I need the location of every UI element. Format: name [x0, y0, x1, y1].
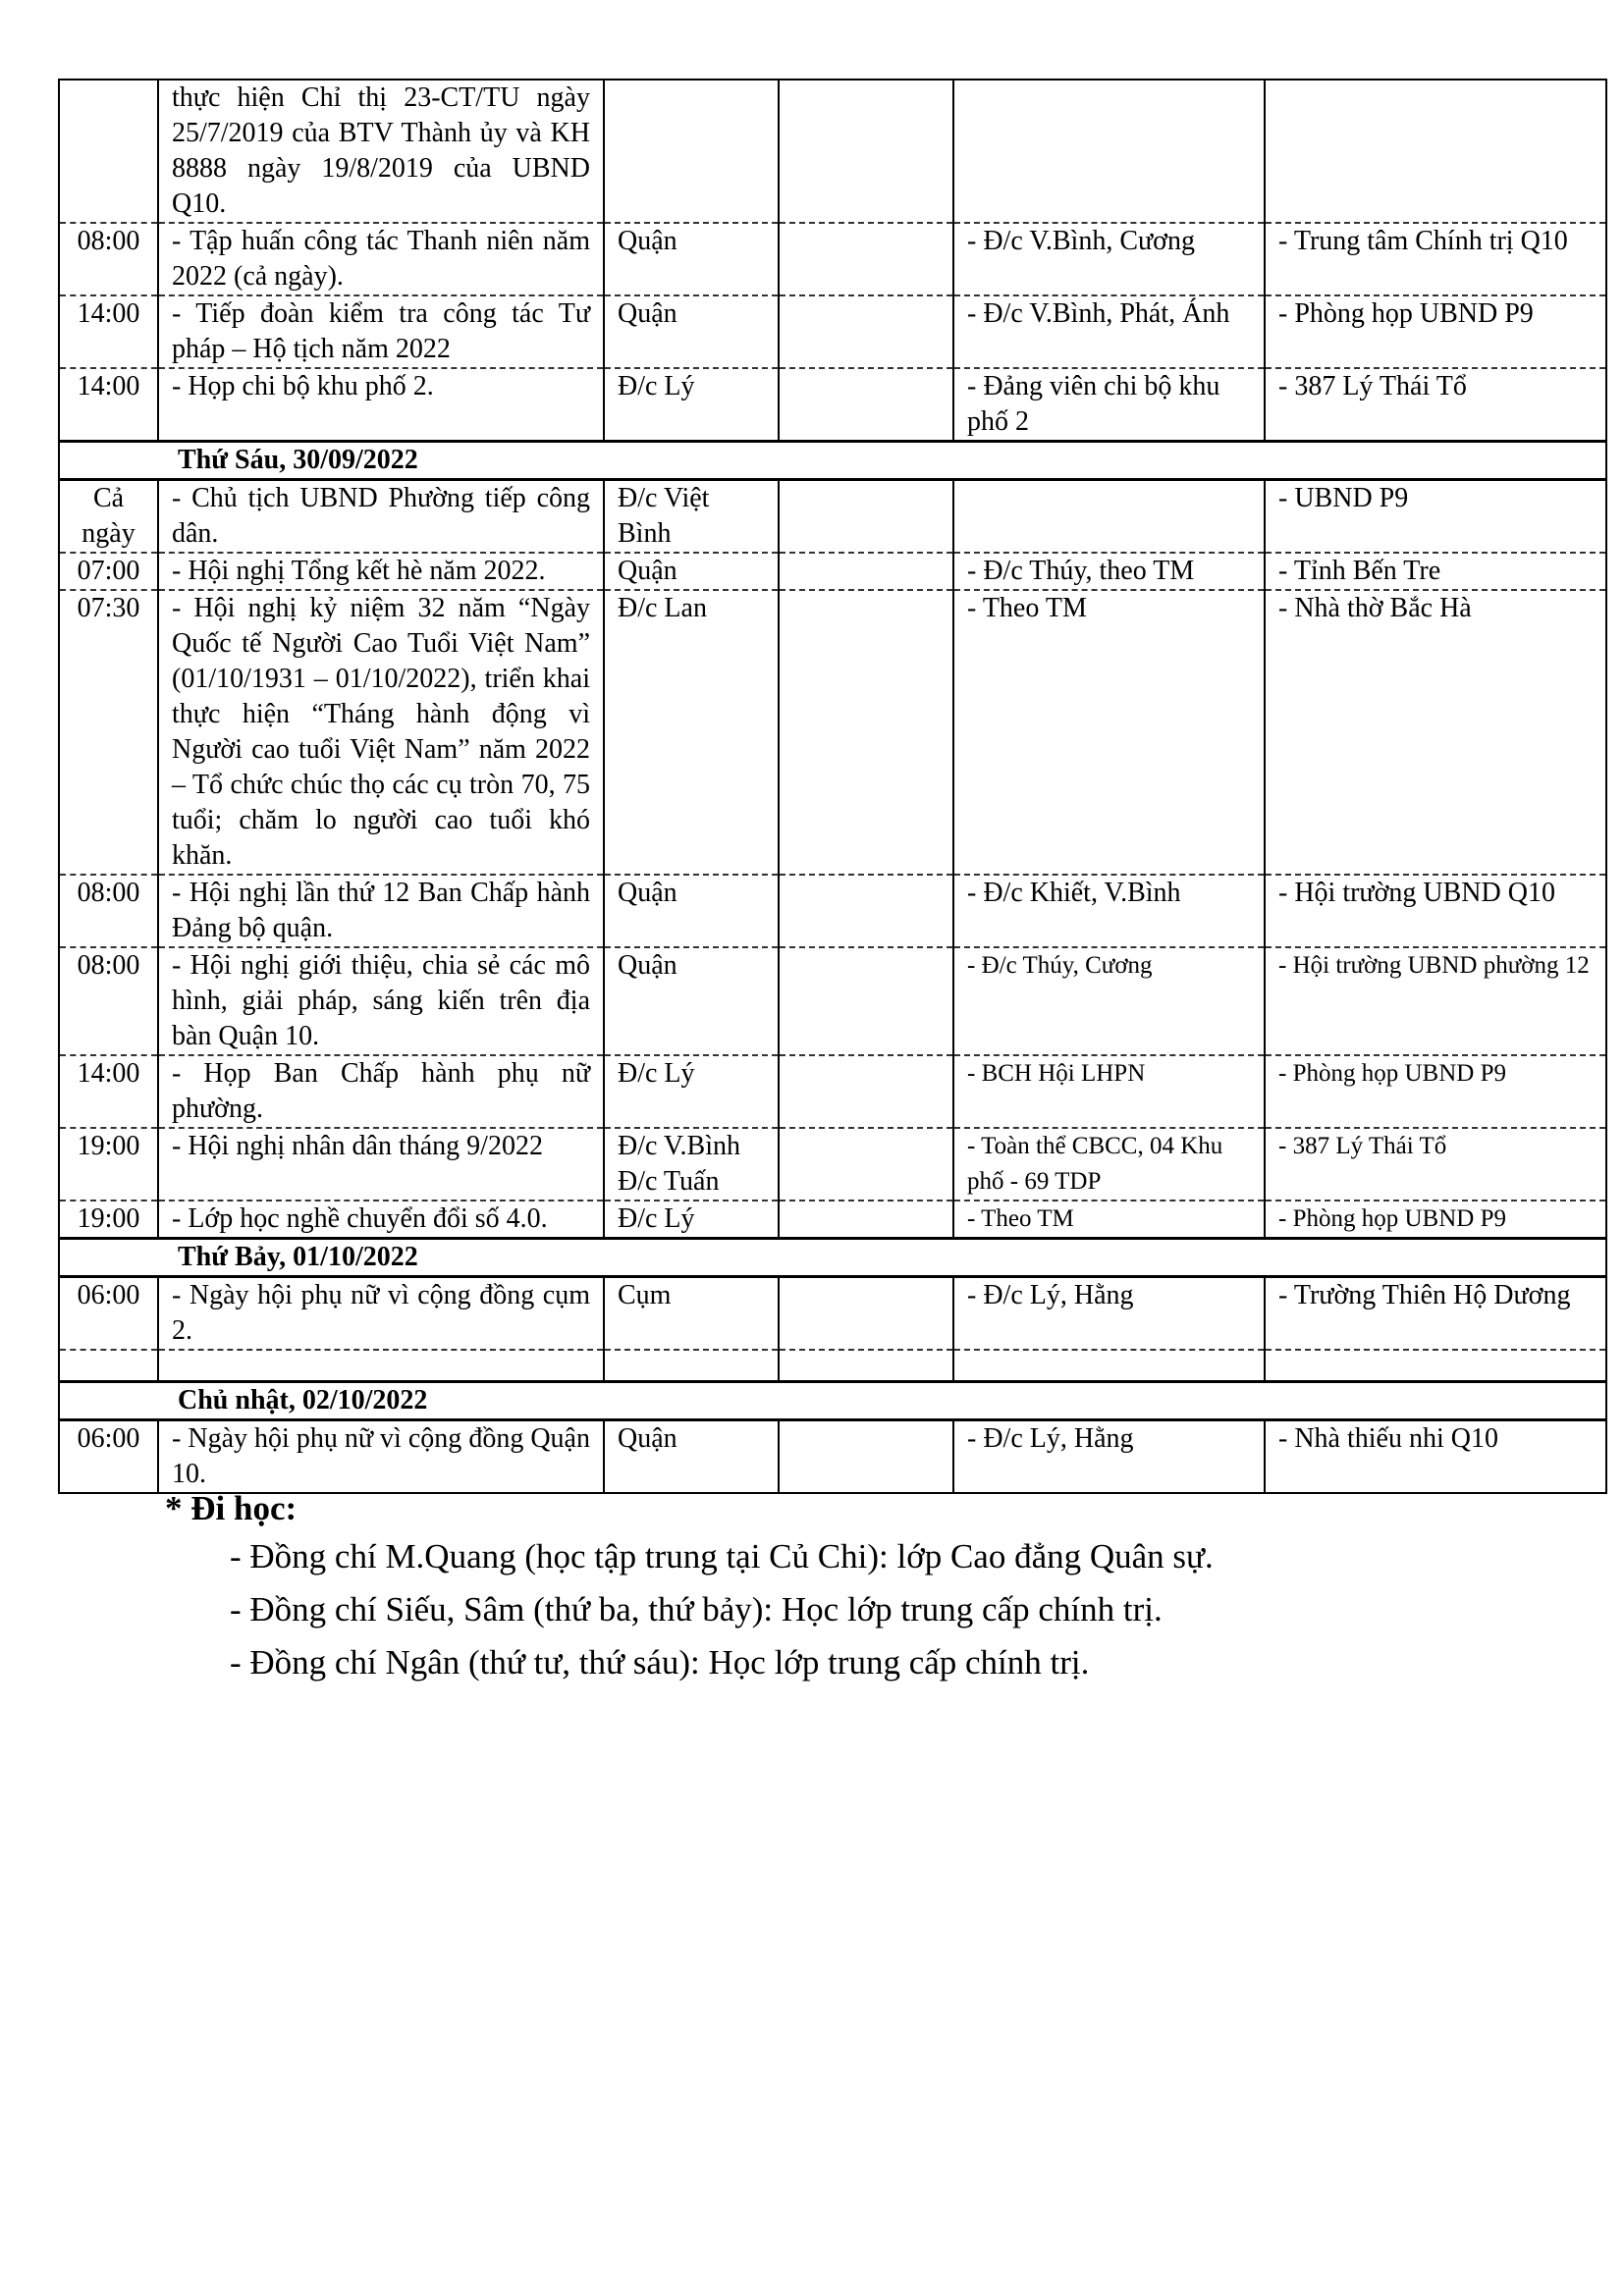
day-header-row — [59, 442, 1606, 480]
lead-cell: Đ/c Lý — [604, 1055, 779, 1128]
activity-cell: - Ngày hội phụ nữ vì cộng đồng Quận 10. — [158, 1420, 604, 1494]
lead-cell: Quận — [604, 295, 779, 368]
lead-cell: Đ/c Lý — [604, 1201, 779, 1239]
participants-cell — [953, 480, 1265, 554]
location-cell: - Tỉnh Bến Tre — [1265, 553, 1606, 590]
schedule-row — [59, 368, 1606, 442]
time-cell: 08:00 — [59, 875, 158, 947]
extra-cell — [779, 590, 953, 875]
extra-cell — [779, 223, 953, 295]
time-cell: 08:00 — [59, 223, 158, 295]
time-cell — [59, 1350, 158, 1382]
time-cell: 19:00 — [59, 1128, 158, 1201]
extra-cell — [779, 80, 953, 223]
extra-cell — [779, 553, 953, 590]
time-cell: 06:00 — [59, 1277, 158, 1351]
schedule-row — [59, 1277, 1606, 1351]
schedule-row — [59, 1128, 1606, 1201]
participants-cell: - Đ/c Lý, Hằng — [953, 1277, 1265, 1351]
participants-cell: - Theo TM — [953, 1201, 1265, 1239]
lead-cell: Đ/c Việt Bình — [604, 480, 779, 554]
time-cell — [59, 80, 158, 223]
lead-cell: Quận — [604, 875, 779, 947]
activity-cell: - Họp Ban Chấp hành phụ nữ phường. — [158, 1055, 604, 1128]
location-cell: - 387 Lý Thái Tổ — [1265, 368, 1606, 442]
schedule-table — [58, 79, 1607, 1494]
study-notes — [165, 1487, 1214, 1689]
activity-cell: - Tiếp đoàn kiểm tra công tác Tư pháp – Hộ tịch năm 2022 — [158, 295, 604, 368]
location-cell: - 387 Lý Thái Tổ — [1265, 1128, 1606, 1201]
participants-cell: - Đ/c Khiết, V.Bình — [953, 875, 1265, 947]
study-note-item: - Đồng chí Siếu, Sâm (thứ ba, thứ bảy): Học lớp trung cấp chính trị. — [230, 1590, 1163, 1629]
participants-cell: - Đảng viên chi bộ khu phố 2 — [953, 368, 1265, 442]
participants-cell: - Đ/c Lý, Hằng — [953, 1420, 1265, 1494]
study-note-item: - Đồng chí M.Quang (học tập trung tại Củ Chi): lớp Cao đẳng Quân sự. — [230, 1537, 1214, 1575]
participants-cell — [953, 1350, 1265, 1382]
extra-cell — [779, 368, 953, 442]
activity-cell: - Chủ tịch UBND Phường tiếp công dân. — [158, 480, 604, 554]
time-cell: Cả ngày — [59, 480, 158, 554]
extra-cell — [779, 1201, 953, 1239]
participants-cell: - BCH Hội LHPN — [953, 1055, 1265, 1128]
location-cell: - Phòng họp UBND P9 — [1265, 1055, 1606, 1128]
activity-cell: - Họp chi bộ khu phố 2. — [158, 368, 604, 442]
schedule-row — [59, 947, 1606, 1055]
lead-cell: Cụm — [604, 1277, 779, 1351]
schedule-row — [59, 875, 1606, 947]
activity-cell: - Lớp học nghề chuyển đổi số 4.0. — [158, 1201, 604, 1239]
location-cell: - Phòng họp UBND P9 — [1265, 1201, 1606, 1239]
participants-cell — [953, 80, 1265, 223]
day-header-row — [59, 1239, 1606, 1277]
extra-cell — [779, 1055, 953, 1128]
lead-cell: Quận — [604, 1420, 779, 1494]
extra-cell — [779, 1128, 953, 1201]
location-cell: - Nhà thờ Bắc Hà — [1265, 590, 1606, 875]
day-header-row — [59, 1382, 1606, 1420]
day-header: Thứ Sáu, 30/09/2022 — [59, 442, 1606, 480]
activity-cell: - Hội nghị lần thứ 12 Ban Chấp hành Đảng bộ quận. — [158, 875, 604, 947]
extra-cell — [779, 875, 953, 947]
schedule-row — [59, 223, 1606, 295]
lead-cell: Quận — [604, 223, 779, 295]
location-cell: - Trung tâm Chính trị Q10 — [1265, 223, 1606, 295]
schedule-row — [59, 1055, 1606, 1128]
extra-cell — [779, 1420, 953, 1494]
extra-cell — [779, 947, 953, 1055]
time-cell: 14:00 — [59, 368, 158, 442]
extra-cell — [779, 1350, 953, 1382]
activity-cell: thực hiện Chỉ thị 23-CT/TU ngày 25/7/2019 của BTV Thành ủy và KH 8888 ngày 19/8/2019 của UBND Q10. — [158, 80, 604, 223]
time-cell: 07:30 — [59, 590, 158, 875]
time-cell: 19:00 — [59, 1201, 158, 1239]
schedule-row — [59, 1350, 1606, 1382]
participants-cell: - Đ/c Thúy, Cương — [953, 947, 1265, 1055]
schedule-row — [59, 590, 1606, 875]
day-header: Thứ Bảy, 01/10/2022 — [59, 1239, 1606, 1277]
location-cell: - Nhà thiếu nhi Q10 — [1265, 1420, 1606, 1494]
location-cell — [1265, 80, 1606, 223]
activity-cell: - Tập huấn công tác Thanh niên năm 2022 (cả ngày). — [158, 223, 604, 295]
activity-cell: - Hội nghị nhân dân tháng 9/2022 — [158, 1128, 604, 1201]
schedule-row — [59, 480, 1606, 554]
extra-cell — [779, 480, 953, 554]
activity-cell: - Ngày hội phụ nữ vì cộng đồng cụm 2. — [158, 1277, 604, 1351]
activity-cell — [158, 1350, 604, 1382]
lead-cell: Quận — [604, 553, 779, 590]
schedule-row — [59, 553, 1606, 590]
participants-cell: - Đ/c V.Bình, Phát, Ánh — [953, 295, 1265, 368]
schedule-row — [59, 295, 1606, 368]
schedule-row — [59, 1420, 1606, 1494]
schedule-row — [59, 1201, 1606, 1239]
lead-cell: Đ/c Lý — [604, 368, 779, 442]
day-header: Chủ nhật, 02/10/2022 — [59, 1382, 1606, 1420]
study-note-item: - Đồng chí Ngân (thứ tư, thứ sáu): Học lớp trung cấp chính trị. — [230, 1643, 1090, 1682]
lead-cell — [604, 80, 779, 223]
time-cell: 07:00 — [59, 553, 158, 590]
location-cell: - Hội trường UBND Q10 — [1265, 875, 1606, 947]
extra-cell — [779, 1277, 953, 1351]
activity-cell: - Hội nghị giới thiệu, chia sẻ các mô hình, giải pháp, sáng kiến trên địa bàn Quận 10. — [158, 947, 604, 1055]
lead-cell — [604, 1350, 779, 1382]
participants-cell: - Theo TM — [953, 590, 1265, 875]
location-cell — [1265, 1350, 1606, 1382]
location-cell: - Hội trường UBND phường 12 — [1265, 947, 1606, 1055]
lead-cell: Đ/c V.Bình Đ/c Tuấn — [604, 1128, 779, 1201]
participants-cell: - Toàn thể CBCC, 04 Khu phố - 69 TDP — [953, 1128, 1265, 1201]
activity-cell: - Hội nghị kỷ niệm 32 năm “Ngày Quốc tế Người Cao Tuổi Việt Nam” (01/10/1931 – 01/10/2022), triển khai thực hiện “Tháng hành động vì Người cao tuổi Việt Nam” năm 2022 – Tổ chức chúc thọ các cụ tròn 70, 75 tuổi; chăm lo người cao tuổi khó khăn. — [158, 590, 604, 875]
lead-cell: Đ/c Lan — [604, 590, 779, 875]
location-cell: - Trường Thiên Hộ Dương — [1265, 1277, 1606, 1351]
activity-cell: - Hội nghị Tổng kết hè năm 2022. — [158, 553, 604, 590]
location-cell: - Phòng họp UBND P9 — [1265, 295, 1606, 368]
schedule-body — [59, 80, 1606, 1493]
time-cell: 08:00 — [59, 947, 158, 1055]
participants-cell: - Đ/c V.Bình, Cương — [953, 223, 1265, 295]
extra-cell — [779, 295, 953, 368]
time-cell: 14:00 — [59, 1055, 158, 1128]
time-cell: 14:00 — [59, 295, 158, 368]
schedule-row — [59, 80, 1606, 223]
location-cell: - UBND P9 — [1265, 480, 1606, 554]
study-notes-heading: * Đi học: — [165, 1489, 298, 1527]
lead-cell: Quận — [604, 947, 779, 1055]
time-cell: 06:00 — [59, 1420, 158, 1494]
participants-cell: - Đ/c Thúy, theo TM — [953, 553, 1265, 590]
